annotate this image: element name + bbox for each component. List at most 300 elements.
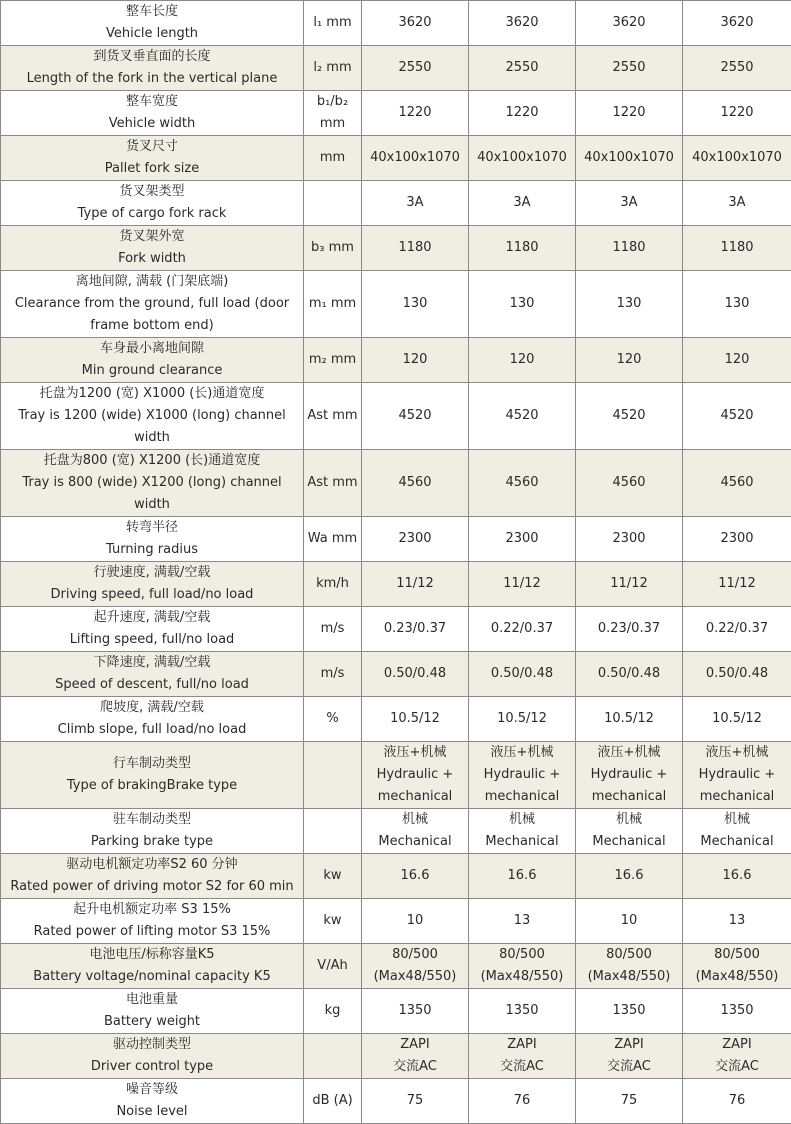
- parameter-name-cell: [1, 944, 304, 989]
- parameter-name-cell: [1, 383, 304, 450]
- parameter-name-zh: 爬坡度, 满载/空载: [3, 697, 301, 719]
- parameter-name-zh: 到货叉垂直面的长度: [3, 46, 301, 68]
- parameter-name-cell: [1, 809, 304, 854]
- value-line: (Max48/550): [578, 966, 680, 988]
- unit-cell: [304, 899, 362, 944]
- parameter-name-zh: 行驶速度, 满载/空载: [3, 562, 301, 584]
- value-line: 10: [578, 910, 680, 932]
- value-cell-model-2: [469, 607, 576, 652]
- value-cell-model-4: [683, 1, 791, 46]
- value-cell-model-1: [362, 338, 469, 383]
- value-line: 机械: [578, 809, 680, 831]
- value-cell-model-3: [576, 383, 683, 450]
- value-line: 1220: [578, 102, 680, 124]
- value-cell-model-1: [362, 1034, 469, 1079]
- parameter-name-cell: [1, 517, 304, 562]
- value-line: 2300: [685, 528, 789, 550]
- parameter-name-zh: 货叉架类型: [3, 181, 301, 203]
- value-line: 10.5/12: [685, 708, 789, 730]
- value-line: Hydraulic +: [364, 764, 466, 786]
- value-cell-model-2: [469, 450, 576, 517]
- value-cell-model-4: [683, 383, 791, 450]
- value-cell-model-1: [362, 944, 469, 989]
- value-line: 4520: [471, 405, 573, 427]
- value-cell-model-1: [362, 450, 469, 517]
- value-cell-model-3: [576, 854, 683, 899]
- value-line: 交流AC: [471, 1056, 573, 1078]
- value-cell-model-4: [683, 450, 791, 517]
- value-cell-model-3: [576, 944, 683, 989]
- value-line: 1180: [685, 237, 789, 259]
- table-row: [1, 562, 791, 607]
- value-line: ZAPI: [471, 1034, 573, 1056]
- unit-line: kg: [306, 1000, 359, 1022]
- value-cell-model-4: [683, 46, 791, 91]
- value-line: 3A: [685, 192, 789, 214]
- unit-cell: [304, 226, 362, 271]
- parameter-name-zh: 驻车制动类型: [3, 809, 301, 831]
- value-line: 10.5/12: [364, 708, 466, 730]
- value-line: 3620: [471, 12, 573, 34]
- unit-cell: [304, 989, 362, 1034]
- value-line: 2300: [471, 528, 573, 550]
- value-cell-model-3: [576, 1034, 683, 1079]
- parameter-name-en: Driving speed, full load/no load: [3, 584, 301, 606]
- value-line: Hydraulic +: [685, 764, 789, 786]
- value-line: 75: [578, 1090, 680, 1112]
- value-cell-model-1: [362, 809, 469, 854]
- unit-line: m/s: [306, 663, 359, 685]
- unit-cell: [304, 607, 362, 652]
- value-line: Mechanical: [685, 831, 789, 853]
- table-row: [1, 517, 791, 562]
- value-line: 75: [364, 1090, 466, 1112]
- table-row: [1, 652, 791, 697]
- unit-line: b₁/b₂: [306, 91, 359, 113]
- table-row: [1, 338, 791, 383]
- unit-cell: [304, 809, 362, 854]
- table-row: [1, 383, 791, 450]
- value-cell-model-2: [469, 1, 576, 46]
- value-line: Hydraulic +: [471, 764, 573, 786]
- parameter-name-en: Battery weight: [3, 1011, 301, 1033]
- parameter-name-cell: [1, 697, 304, 742]
- unit-cell: [304, 450, 362, 517]
- value-cell-model-2: [469, 271, 576, 338]
- table-row: [1, 91, 791, 136]
- parameter-name-zh: 转弯半径: [3, 517, 301, 539]
- unit-line: b₃ mm: [306, 237, 359, 259]
- table-row: [1, 181, 791, 226]
- value-line: 1350: [685, 1000, 789, 1022]
- unit-line: Wa mm: [306, 528, 359, 550]
- value-line: 机械: [685, 809, 789, 831]
- value-line: 130: [471, 293, 573, 315]
- value-line: 2550: [471, 57, 573, 79]
- value-cell-model-1: [362, 181, 469, 226]
- value-cell-model-3: [576, 517, 683, 562]
- value-line: Mechanical: [364, 831, 466, 853]
- value-line: (Max48/550): [364, 966, 466, 988]
- value-cell-model-1: [362, 271, 469, 338]
- parameter-name-en: Parking brake type: [3, 831, 301, 853]
- parameter-name-zh: 行车制动类型: [3, 753, 301, 775]
- value-line: 4560: [685, 472, 789, 494]
- value-line: 40x100x1070: [471, 147, 573, 169]
- parameter-name-en: Turning radius: [3, 539, 301, 561]
- value-line: 130: [685, 293, 789, 315]
- value-line: 0.22/0.37: [471, 618, 573, 640]
- value-cell-model-2: [469, 562, 576, 607]
- value-line: (Max48/550): [471, 966, 573, 988]
- value-cell-model-2: [469, 46, 576, 91]
- value-cell-model-3: [576, 989, 683, 1034]
- value-line: 4560: [471, 472, 573, 494]
- value-line: 10.5/12: [471, 708, 573, 730]
- unit-line: kw: [306, 865, 359, 887]
- value-cell-model-1: [362, 697, 469, 742]
- value-cell-model-3: [576, 91, 683, 136]
- parameter-name-en: Min ground clearance: [3, 360, 301, 382]
- value-cell-model-4: [683, 742, 791, 809]
- value-line: 2300: [364, 528, 466, 550]
- value-cell-model-4: [683, 91, 791, 136]
- parameter-name-cell: [1, 271, 304, 338]
- unit-cell: [304, 338, 362, 383]
- value-cell-model-4: [683, 271, 791, 338]
- parameter-name-cell: [1, 899, 304, 944]
- value-line: 1180: [578, 237, 680, 259]
- parameter-name-cell: [1, 46, 304, 91]
- value-cell-model-4: [683, 181, 791, 226]
- value-cell-model-2: [469, 652, 576, 697]
- value-cell-model-4: [683, 226, 791, 271]
- value-cell-model-2: [469, 899, 576, 944]
- unit-line: l₂ mm: [306, 57, 359, 79]
- value-cell-model-4: [683, 989, 791, 1034]
- unit-cell: [304, 181, 362, 226]
- parameter-name-cell: [1, 1034, 304, 1079]
- parameter-name-zh: 驱动控制类型: [3, 1034, 301, 1056]
- value-line: 120: [471, 349, 573, 371]
- unit-line: m₁ mm: [306, 293, 359, 315]
- value-line: ZAPI: [578, 1034, 680, 1056]
- value-cell-model-3: [576, 450, 683, 517]
- value-cell-model-3: [576, 652, 683, 697]
- value-line: 10.5/12: [578, 708, 680, 730]
- value-line: 80/500: [685, 944, 789, 966]
- value-line: 液压+机械: [578, 742, 680, 764]
- value-cell-model-3: [576, 562, 683, 607]
- parameter-name-cell: [1, 607, 304, 652]
- parameter-name-en: Type of cargo fork rack: [3, 203, 301, 225]
- table-row: [1, 1034, 791, 1079]
- unit-cell: [304, 854, 362, 899]
- parameter-name-en: Driver control type: [3, 1056, 301, 1078]
- value-line: 120: [578, 349, 680, 371]
- value-line: 13: [471, 910, 573, 932]
- unit-line: Ast mm: [306, 472, 359, 494]
- parameter-name-en: Fork width: [3, 248, 301, 270]
- value-cell-model-4: [683, 652, 791, 697]
- value-line: 3620: [685, 12, 789, 34]
- parameter-name-en: Noise level: [3, 1101, 301, 1123]
- unit-line: Ast mm: [306, 405, 359, 427]
- parameter-name-en: Type of brakingBrake type: [3, 775, 301, 797]
- parameter-name-zh: 电池电压/标称容量K5: [3, 944, 301, 966]
- value-line: 80/500: [578, 944, 680, 966]
- parameter-name-cell: [1, 338, 304, 383]
- parameter-name-cell: [1, 226, 304, 271]
- table-row: [1, 136, 791, 181]
- unit-line: dB (A): [306, 1090, 359, 1112]
- unit-line: %: [306, 708, 359, 730]
- table-row: [1, 742, 791, 809]
- value-line: 1350: [471, 1000, 573, 1022]
- value-cell-model-3: [576, 607, 683, 652]
- value-cell-model-1: [362, 652, 469, 697]
- unit-cell: [304, 91, 362, 136]
- value-line: 13: [685, 910, 789, 932]
- value-line: 0.50/0.48: [471, 663, 573, 685]
- value-line: 40x100x1070: [685, 147, 789, 169]
- value-cell-model-1: [362, 562, 469, 607]
- parameter-name-zh: 整车宽度: [3, 91, 301, 113]
- parameter-name-zh: 车身最小离地间隙: [3, 338, 301, 360]
- table-row: [1, 1079, 791, 1124]
- parameter-name-cell: [1, 1079, 304, 1124]
- value-line: 3A: [364, 192, 466, 214]
- value-cell-model-4: [683, 809, 791, 854]
- table-row: [1, 944, 791, 989]
- table-row: [1, 1, 791, 46]
- value-cell-model-2: [469, 383, 576, 450]
- value-line: 1220: [364, 102, 466, 124]
- unit-cell: [304, 1079, 362, 1124]
- value-line: 76: [471, 1090, 573, 1112]
- value-cell-model-2: [469, 1079, 576, 1124]
- value-line: 11/12: [471, 573, 573, 595]
- value-line: 1180: [364, 237, 466, 259]
- value-cell-model-1: [362, 91, 469, 136]
- value-line: ZAPI: [364, 1034, 466, 1056]
- parameter-name-zh: 下降速度, 满载/空载: [3, 652, 301, 674]
- value-cell-model-1: [362, 46, 469, 91]
- value-line: Hydraulic +: [578, 764, 680, 786]
- unit-line: V/Ah: [306, 955, 359, 977]
- table-row: [1, 271, 791, 338]
- value-line: 1220: [685, 102, 789, 124]
- value-line: 16.6: [578, 865, 680, 887]
- value-cell-model-4: [683, 944, 791, 989]
- value-cell-model-3: [576, 1, 683, 46]
- table-row: [1, 809, 791, 854]
- value-line: mechanical: [685, 786, 789, 808]
- value-line: 3A: [471, 192, 573, 214]
- value-line: 液压+机械: [685, 742, 789, 764]
- value-cell-model-1: [362, 899, 469, 944]
- value-cell-model-4: [683, 697, 791, 742]
- unit-line: l₁ mm: [306, 12, 359, 34]
- value-cell-model-2: [469, 809, 576, 854]
- value-line: 2550: [685, 57, 789, 79]
- table-row: [1, 854, 791, 899]
- parameter-name-cell: [1, 181, 304, 226]
- parameter-name-zh: 整车长度: [3, 1, 301, 23]
- value-cell-model-3: [576, 271, 683, 338]
- value-line: mechanical: [364, 786, 466, 808]
- parameter-name-en: Speed of descent, full/no load: [3, 674, 301, 696]
- table-row: [1, 697, 791, 742]
- value-cell-model-2: [469, 1034, 576, 1079]
- value-line: 80/500: [364, 944, 466, 966]
- parameter-name-en: Climb slope, full load/no load: [3, 719, 301, 741]
- value-line: 11/12: [364, 573, 466, 595]
- parameter-name-cell: [1, 136, 304, 181]
- value-line: 交流AC: [685, 1056, 789, 1078]
- value-line: 机械: [471, 809, 573, 831]
- value-line: 2550: [578, 57, 680, 79]
- parameter-name-zh: 起升电机额定功率 S3 15%: [3, 899, 301, 921]
- value-cell-model-2: [469, 742, 576, 809]
- value-cell-model-2: [469, 854, 576, 899]
- unit-cell: [304, 1034, 362, 1079]
- parameter-name-en: Battery voltage/nominal capacity K5: [3, 966, 301, 988]
- value-line: 40x100x1070: [364, 147, 466, 169]
- unit-cell: [304, 517, 362, 562]
- value-line: 0.23/0.37: [364, 618, 466, 640]
- value-line: 3620: [578, 12, 680, 34]
- value-cell-model-3: [576, 181, 683, 226]
- value-cell-model-2: [469, 91, 576, 136]
- parameter-name-en: Pallet fork size: [3, 158, 301, 180]
- value-cell-model-1: [362, 517, 469, 562]
- value-cell-model-3: [576, 136, 683, 181]
- parameter-name-zh: 托盘为800 (宽) X1200 (长)通道宽度: [3, 450, 301, 472]
- parameter-name-en: Rated power of driving motor S2 for 60 min: [3, 876, 301, 898]
- value-line: 40x100x1070: [578, 147, 680, 169]
- value-line: 0.22/0.37: [685, 618, 789, 640]
- unit-cell: [304, 46, 362, 91]
- value-line: 10: [364, 910, 466, 932]
- parameter-name-cell: [1, 989, 304, 1034]
- value-line: 16.6: [685, 865, 789, 887]
- value-line: ZAPI: [685, 1034, 789, 1056]
- value-line: 2550: [364, 57, 466, 79]
- unit-cell: [304, 944, 362, 989]
- value-line: 11/12: [578, 573, 680, 595]
- value-cell-model-4: [683, 607, 791, 652]
- parameter-name-en: Rated power of lifting motor S3 15%: [3, 921, 301, 943]
- value-line: 0.50/0.48: [364, 663, 466, 685]
- value-line: 130: [578, 293, 680, 315]
- value-line: 交流AC: [578, 1056, 680, 1078]
- value-cell-model-2: [469, 338, 576, 383]
- value-cell-model-1: [362, 854, 469, 899]
- value-line: 1180: [471, 237, 573, 259]
- value-line: 3A: [578, 192, 680, 214]
- value-line: 4560: [578, 472, 680, 494]
- value-cell-model-2: [469, 181, 576, 226]
- value-line: 1220: [471, 102, 573, 124]
- parameter-name-zh: 托盘为1200 (宽) X1000 (长)通道宽度: [3, 383, 301, 405]
- value-cell-model-4: [683, 1079, 791, 1124]
- value-line: Mechanical: [471, 831, 573, 853]
- parameter-name-zh: 驱动电机额定功率S2 60 分钟: [3, 854, 301, 876]
- value-cell-model-2: [469, 517, 576, 562]
- value-cell-model-3: [576, 1079, 683, 1124]
- value-cell-model-2: [469, 136, 576, 181]
- value-cell-model-3: [576, 226, 683, 271]
- value-line: 11/12: [685, 573, 789, 595]
- parameter-name-cell: [1, 450, 304, 517]
- parameter-name-en: Lifting speed, full/no load: [3, 629, 301, 651]
- value-line: 4520: [578, 405, 680, 427]
- value-line: 液压+机械: [364, 742, 466, 764]
- value-cell-model-4: [683, 338, 791, 383]
- value-cell-model-2: [469, 226, 576, 271]
- table-row: [1, 899, 791, 944]
- parameter-name-en: Tray is 800 (wide) X1200 (long) channel width: [3, 472, 301, 516]
- parameter-name-en: Length of the fork in the vertical plane: [3, 68, 301, 90]
- unit-line: kw: [306, 910, 359, 932]
- parameter-name-en: Tray is 1200 (wide) X1000 (long) channel width: [3, 405, 301, 449]
- unit-line: m/s: [306, 618, 359, 640]
- value-cell-model-1: [362, 989, 469, 1034]
- parameter-name-en: Vehicle length: [3, 23, 301, 45]
- unit-line: mm: [306, 147, 359, 169]
- parameter-name-cell: [1, 1, 304, 46]
- value-cell-model-3: [576, 899, 683, 944]
- unit-cell: [304, 742, 362, 809]
- value-cell-model-1: [362, 1, 469, 46]
- value-cell-model-4: [683, 1034, 791, 1079]
- parameter-name-cell: [1, 652, 304, 697]
- parameter-name-zh: 电池重量: [3, 989, 301, 1011]
- value-line: 交流AC: [364, 1056, 466, 1078]
- value-cell-model-4: [683, 562, 791, 607]
- table-row: [1, 607, 791, 652]
- parameter-name-zh: 噪音等级: [3, 1079, 301, 1101]
- value-cell-model-2: [469, 944, 576, 989]
- value-cell-model-1: [362, 226, 469, 271]
- value-line: 16.6: [471, 865, 573, 887]
- parameter-name-cell: [1, 854, 304, 899]
- value-line: 4520: [685, 405, 789, 427]
- table-row: [1, 46, 791, 91]
- value-line: mechanical: [471, 786, 573, 808]
- value-cell-model-3: [576, 809, 683, 854]
- value-line: 120: [364, 349, 466, 371]
- parameter-name-zh: 货叉尺寸: [3, 136, 301, 158]
- value-line: 0.50/0.48: [685, 663, 789, 685]
- value-cell-model-3: [576, 742, 683, 809]
- table-row: [1, 450, 791, 517]
- value-cell-model-1: [362, 136, 469, 181]
- value-line: 机械: [364, 809, 466, 831]
- value-cell-model-3: [576, 46, 683, 91]
- spec-table-body: [1, 1, 791, 1124]
- unit-cell: [304, 1, 362, 46]
- parameter-name-zh: 起升速度, 满载/空载: [3, 607, 301, 629]
- value-cell-model-1: [362, 1079, 469, 1124]
- parameter-name-zh: 离地间隙, 满载 (门架底端): [3, 271, 301, 293]
- value-line: 76: [685, 1090, 789, 1112]
- value-cell-model-1: [362, 742, 469, 809]
- value-line: 4520: [364, 405, 466, 427]
- value-cell-model-2: [469, 989, 576, 1034]
- value-line: 0.23/0.37: [578, 618, 680, 640]
